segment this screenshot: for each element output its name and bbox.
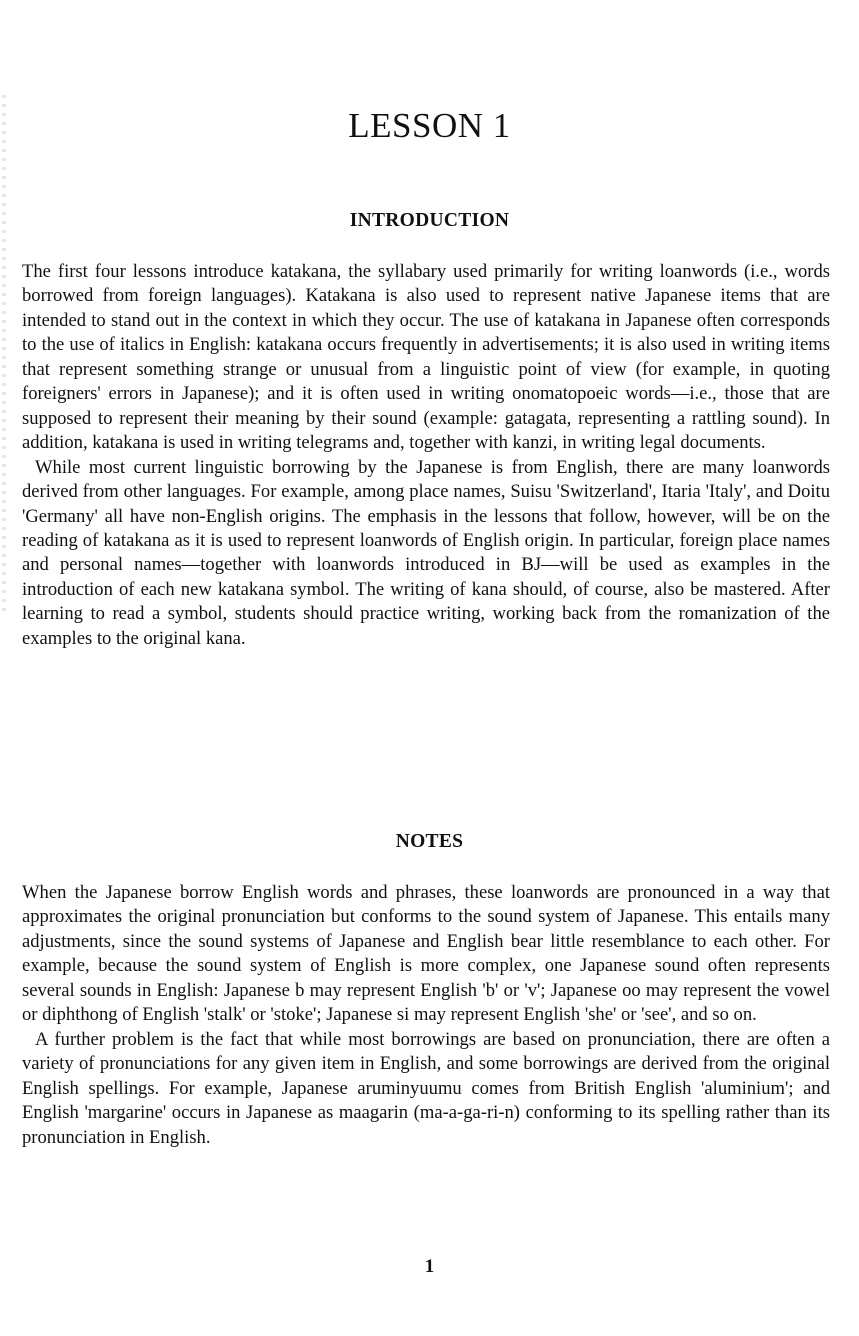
notes-paragraph-1: When the Japanese borrow English words and phrases, these loanwords are pronounced in a way that approximates the original pronunciation but conforms to the sound system of Japanese. This entails many adjustments, since the sound systems of Japanese and English bear little resemblance to each other. For example, because the sound system of English is more complex, one Japanese sound often represents several sounds in English: Japanese b may represent English 'b' or 'v'; Japanese oo may represent the vowel or diphthong of English 'stalk' or 'stoke'; Japanese si may represent English 'she' or 'see', and so on.: [22, 882, 830, 1026]
introduction-heading: INTRODUCTION: [349, 210, 510, 231]
notes-heading: NOTES: [395, 831, 464, 852]
page-number: 1: [424, 1256, 435, 1277]
notes-paragraph-2: A further problem is the fact that while most borrowings are based on pronunciation, there are often a variety of pronunciations for any given item in English, and some borrowings are derived from the original English spellings. For example, Japanese aruminyuumu comes from British English 'aluminium'; and English 'margarine' occurs in Japanese as maagarin (ma-a-ga-ri-n) conforming to its spelling rather than its pronunciation in English.: [22, 1028, 830, 1148]
introduction-paragraph-2: While most current linguistic borrowing by the Japanese is from English, there are many loanwords derived from other languages. For example, among place names, Suisu 'Switzerland', Itaria 'Italy', and Doitu 'Germany' all have non-English origins. The emphasis in the lessons that follow, however, will be on the reading of katakana as it is used to represent loanwords of English origin. In particular, foreign place names and personal names—together with loanwords introduced in BJ—will be used as examples in the introduction of each new katakana symbol. The writing of kana should, of course, also be mastered. After learning to read a symbol, students should practice writing, working back from the romanization of the examples to the original kana.: [22, 456, 830, 649]
scan-edge-artifact: [2, 95, 6, 615]
introduction-section: [22, 260, 830, 651]
introduction-paragraph-1: The first four lessons introduce katakana, the syllabary used primarily for writing loanwords (i.e., words borrowed from foreign languages). Katakana is also used to represent native Japanese items that are intended to stand out in the context in which they occur. The use of katakana in Japanese often corresponds to the use of italics in English: katakana occurs frequently in advertisements; it is also used in writing items that represent something strange or unusual from a linguistic point of view (for example, in quoting foreigners' errors in Japanese); and it is often used in writing onomatopoeic words—i.e., those that are supposed to represent their meaning by their sound (example: gatagata, representing a rattling sound). In addition, katakana is used in writing telegrams and, together with kanzi, in writing legal documents.: [22, 261, 830, 454]
lesson-title: LESSON 1: [348, 106, 511, 145]
notes-section: [22, 881, 830, 1150]
